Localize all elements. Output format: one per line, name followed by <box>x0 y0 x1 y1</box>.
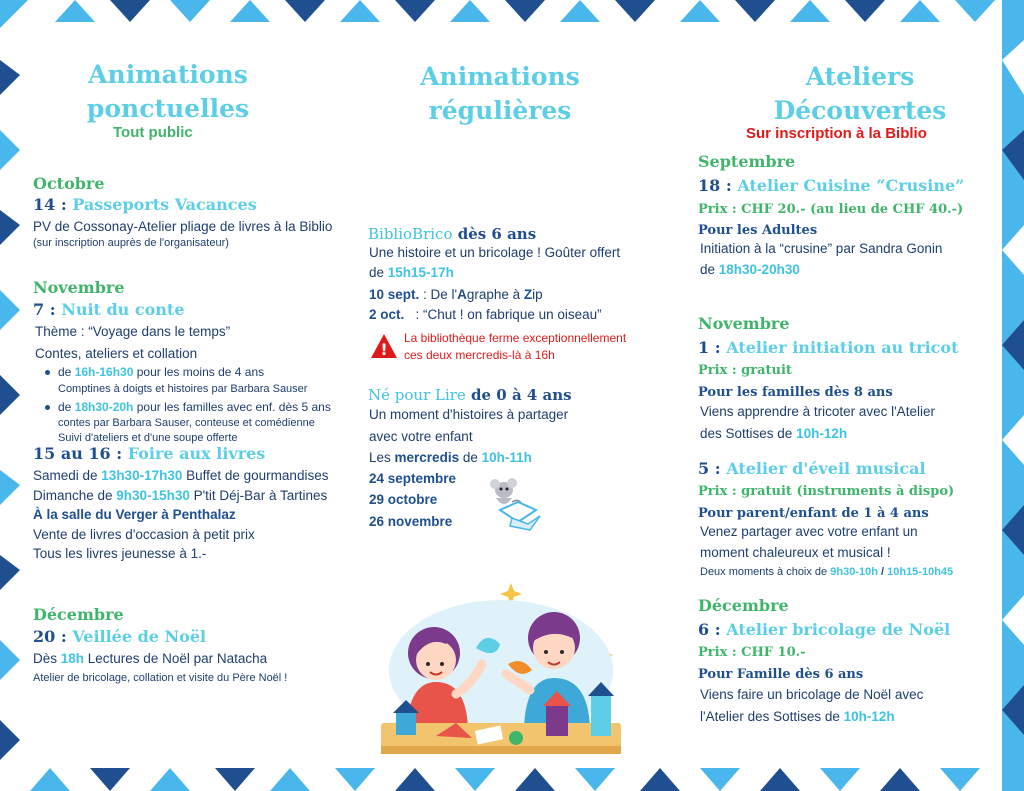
noel-time: l'Atelier des Sottises de 10h-12h <box>700 709 895 724</box>
cuisine-audience: Pour les Adultes <box>698 223 818 238</box>
mouse-reading-illustration <box>482 474 552 532</box>
nuit-theme: Thème : “Voyage dans le temps” <box>35 324 231 339</box>
month-december-ateliers: Décembre <box>698 596 789 615</box>
cuisine-desc: Initiation à la “crusine” par Sandra Gonin <box>700 241 943 256</box>
col3-title: Ateliers Découvertes <box>773 62 947 125</box>
passeports-note: (sur inscription auprès de l'organisateur) <box>33 237 229 249</box>
musical-prix: Prix : gratuit (instruments à dispo) <box>698 484 955 499</box>
passeports-desc: PV de Cossonay-Atelier pliage de livres à la Biblio <box>33 219 333 234</box>
tricot-desc: Viens apprendre à tricoter avec l'Atelier <box>700 404 935 419</box>
month-october: Octobre <box>33 174 105 193</box>
event-eveil-musical: 5 : Atelier d'éveil musical <box>698 459 926 478</box>
musical-times: Deux moments à choix de 9h30-10h / 10h15-10h45 <box>700 566 954 578</box>
noel-audience: Pour Famille dès 6 ans <box>698 667 864 682</box>
noel-desc: Viens faire un bricolage de Noël avec <box>700 687 924 702</box>
npl-date-1: 24 septembre <box>369 471 457 486</box>
event-atelier-cuisine: 18 : Atelier Cuisine “Crusine” <box>698 176 965 195</box>
tricot-audience: Pour les familles dès 8 ans <box>698 385 893 400</box>
event-tricot: 1 : Atelier initiation au tricot <box>698 338 959 357</box>
event-foire-aux-livres: 15 au 16 : Foire aux livres <box>33 444 266 463</box>
col2-title: Animations régulières <box>420 62 580 125</box>
bibliobrico-heading: BiblioBrico dès 6 ans <box>368 225 537 243</box>
closure-warning-2: ces deux mercredis-là à 16h <box>404 348 555 362</box>
month-november: Novembre <box>33 278 125 297</box>
nuit-bullet-2: de 18h30-20h pour les familles avec enf. dès 5 ans <box>58 400 331 414</box>
cuisine-time: de 18h30-20h30 <box>700 262 800 277</box>
ne-pour-lire-heading: Né pour Lire de 0 à 4 ans <box>368 386 572 404</box>
npl-date-2: 29 octobre <box>369 492 438 507</box>
npl-line3: Les mercredis de 10h-11h <box>369 450 532 465</box>
veillee-line1: Dès 18h Lectures de Noël par Natacha <box>33 651 268 666</box>
nuit-intro: Contes, ateliers et collation <box>35 346 198 361</box>
musical-desc-1: Venez partager avec votre enfant un <box>700 524 918 539</box>
event-veillee-noel: 20 : Veillée de Noël <box>33 627 207 646</box>
tricot-prix: Prix : gratuit <box>698 363 792 378</box>
closure-warning-1: La bibliothèque ferme exceptionnellement <box>404 331 627 345</box>
foire-sale: Vente de livres d'occasion à petit prix <box>33 527 255 542</box>
musical-audience: Pour parent/enfant de 1 à 4 ans <box>698 506 929 521</box>
bullet-2 <box>45 405 50 410</box>
event-bricolage-noel: 6 : Atelier bricolage de Noël <box>698 620 951 639</box>
bibliobrico-date-2: 2 oct. : “Chut ! on fabrique un oiseau” <box>369 307 602 322</box>
col1-subtitle: Tout public <box>113 124 193 141</box>
npl-line1: Un moment d'histoires à partager <box>369 407 569 422</box>
nuit-bullet-2-sub2: Suivi d'ateliers et d'une soupe offerte <box>58 432 238 444</box>
nuit-bullet-1-sub: Comptines à doigts et histoires par Barbara Sauser <box>58 383 308 395</box>
bibliobrico-desc: Une histoire et un bricolage ! Goûter offert <box>369 245 621 260</box>
warning-icon <box>370 333 398 359</box>
musical-desc-2: moment chaleureux et musical ! <box>700 545 891 560</box>
foire-price: Tous les livres jeunesse à 1.- <box>33 546 207 561</box>
kids-crafting-illustration <box>376 578 626 756</box>
col3-subtitle: Sur inscription à la Biblio <box>746 125 927 142</box>
svg-text:!: ! <box>380 340 388 359</box>
foire-place: À la salle du Verger à Penthalaz <box>33 507 236 522</box>
foire-sunday: Dimanche de 9h30-15h30 P'tit Déj-Bar à Tartines <box>33 488 328 503</box>
month-december: Décembre <box>33 605 124 624</box>
month-november-ateliers: Novembre <box>698 314 790 333</box>
noel-prix: Prix : CHF 10.- <box>698 645 806 660</box>
month-september: Septembre <box>698 152 796 171</box>
bibliobrico-date-1: 10 sept. : De l'Agraphe à Zip <box>369 287 543 302</box>
tricot-time: des Sottises de 10h-12h <box>700 426 848 441</box>
col1-title: Animations ponctuelles <box>86 60 250 123</box>
event-nuit-du-conte: 7 : Nuit du conte <box>33 300 185 319</box>
nuit-bullet-1: de 16h-16h30 pour les moins de 4 ans <box>58 365 265 379</box>
bibliobrico-time: de 15h15-17h <box>369 265 454 280</box>
foire-saturday: Samedi de 13h30-17h30 Buffet de gourmandises <box>33 468 329 483</box>
veillee-line2: Atelier de bricolage, collation et visite du Père Noël ! <box>33 672 288 684</box>
cuisine-prix: Prix : CHF 20.- (au lieu de CHF 40.-) <box>698 202 964 217</box>
nuit-bullet-2-sub1: contes par Barbara Sauser, conteuse et comédienne <box>58 417 315 429</box>
event-passeports: 14 : Passeports Vacances <box>33 195 257 214</box>
bullet-1 <box>45 370 50 375</box>
npl-date-3: 26 novembre <box>369 514 453 529</box>
npl-line2: avec votre enfant <box>369 429 473 444</box>
